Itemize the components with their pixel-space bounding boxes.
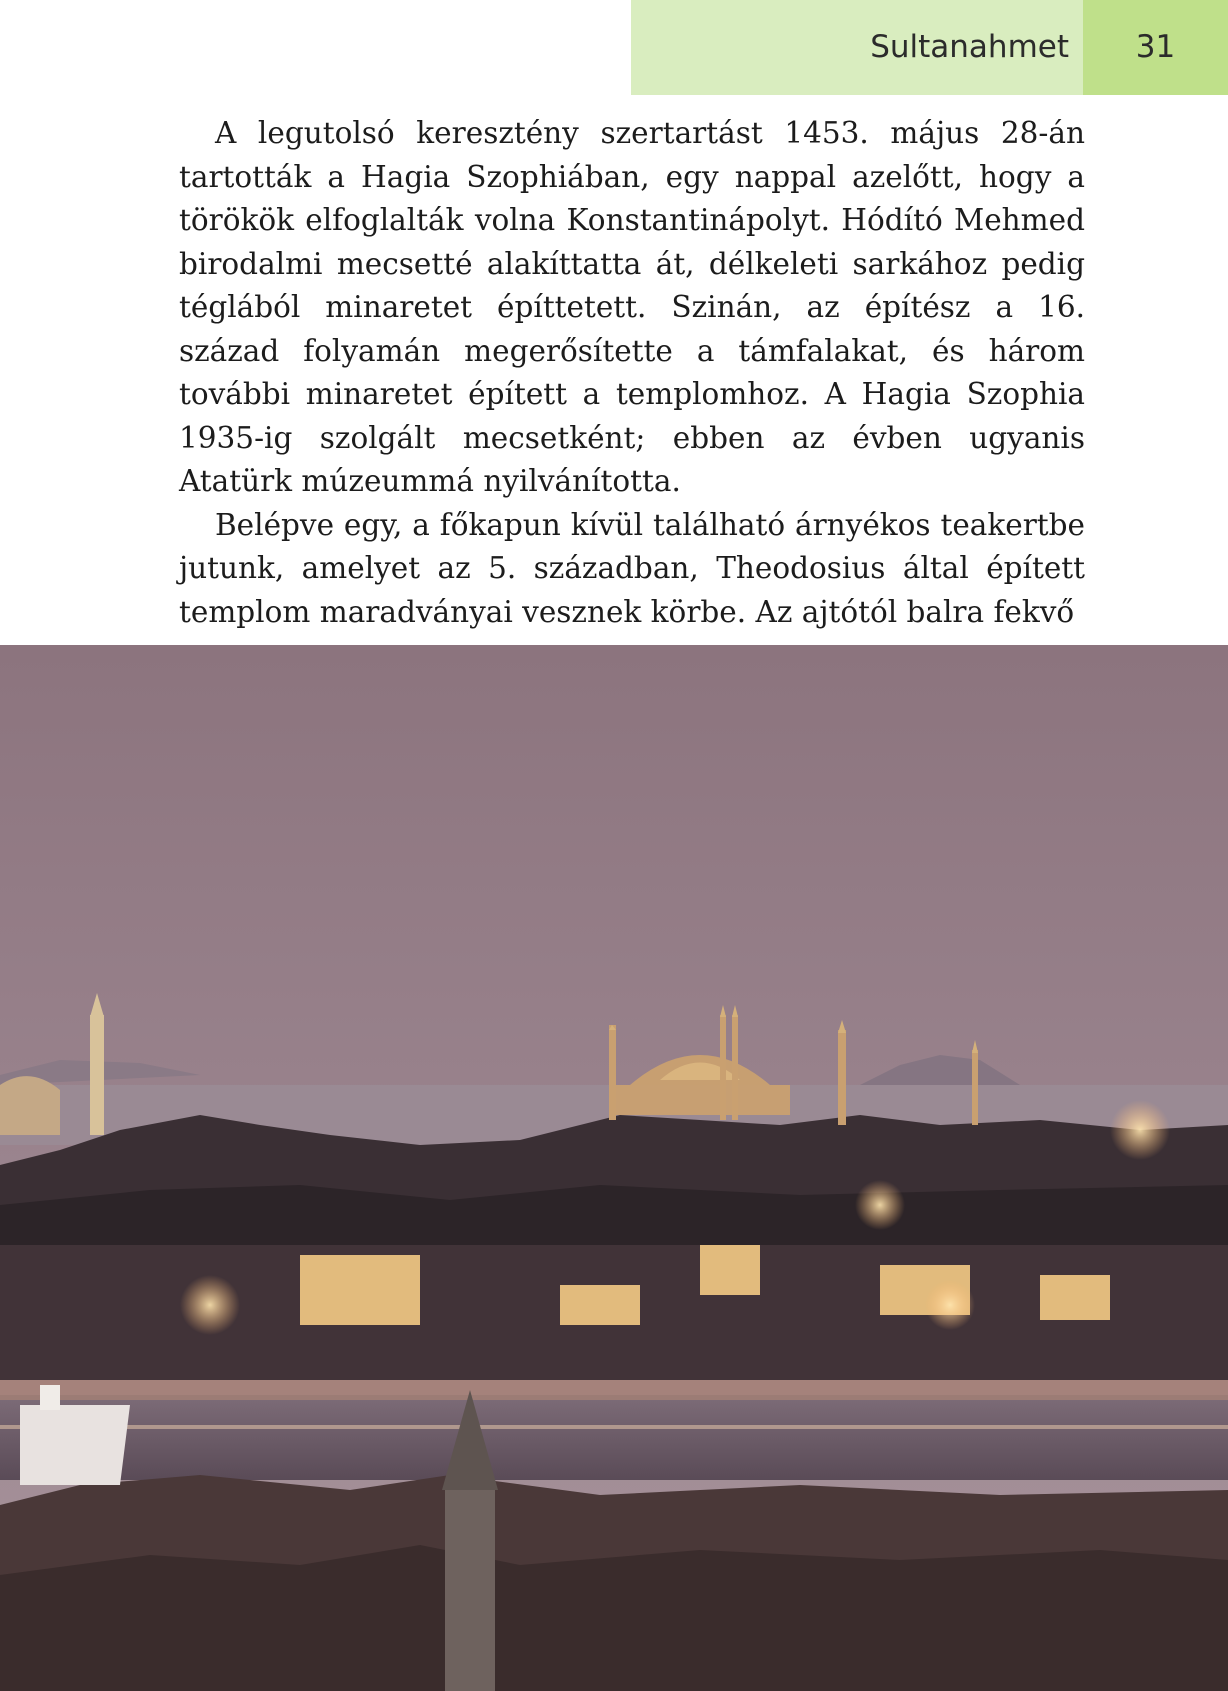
body-text bbox=[179, 112, 1085, 634]
istanbul-skyline-image bbox=[0, 645, 1228, 1691]
page-number: 31 bbox=[1135, 29, 1176, 65]
paragraph-1: A legutolsó keresztény szertartást 1453. május 28-án tartották a Hagia Szophiában, egy nappal azelőtt, hogy a törökök elfoglalták volna Konstantinápolyt. Hódító Mehmed birodalmi mecsetté alakíttatta át, délkeleti sarkához pedig téglából minaretet építtetett. Szinán, az építész a 16. század folyamán megerősítette a támfalakat, és három további minaretet épített a templomhoz. A Hagia Szophia 1935-ig szolgált mecsetként; ebben az évben ugyanis Atatürk múzeummá nyilvánította. bbox=[179, 116, 1085, 498]
page-number-box bbox=[1083, 0, 1228, 95]
paragraph-2: Belépve egy, a főkapun kívül található árnyékos teakertbe jutunk, amelyet az 5. században, Theodosius által épített templom maradványai vesznek körbe. Az ajtótól balra fekvő bbox=[179, 507, 1085, 629]
city-photo bbox=[0, 645, 1228, 1691]
header-band bbox=[631, 0, 1083, 95]
section-title: Sultanahmet bbox=[870, 29, 1069, 65]
